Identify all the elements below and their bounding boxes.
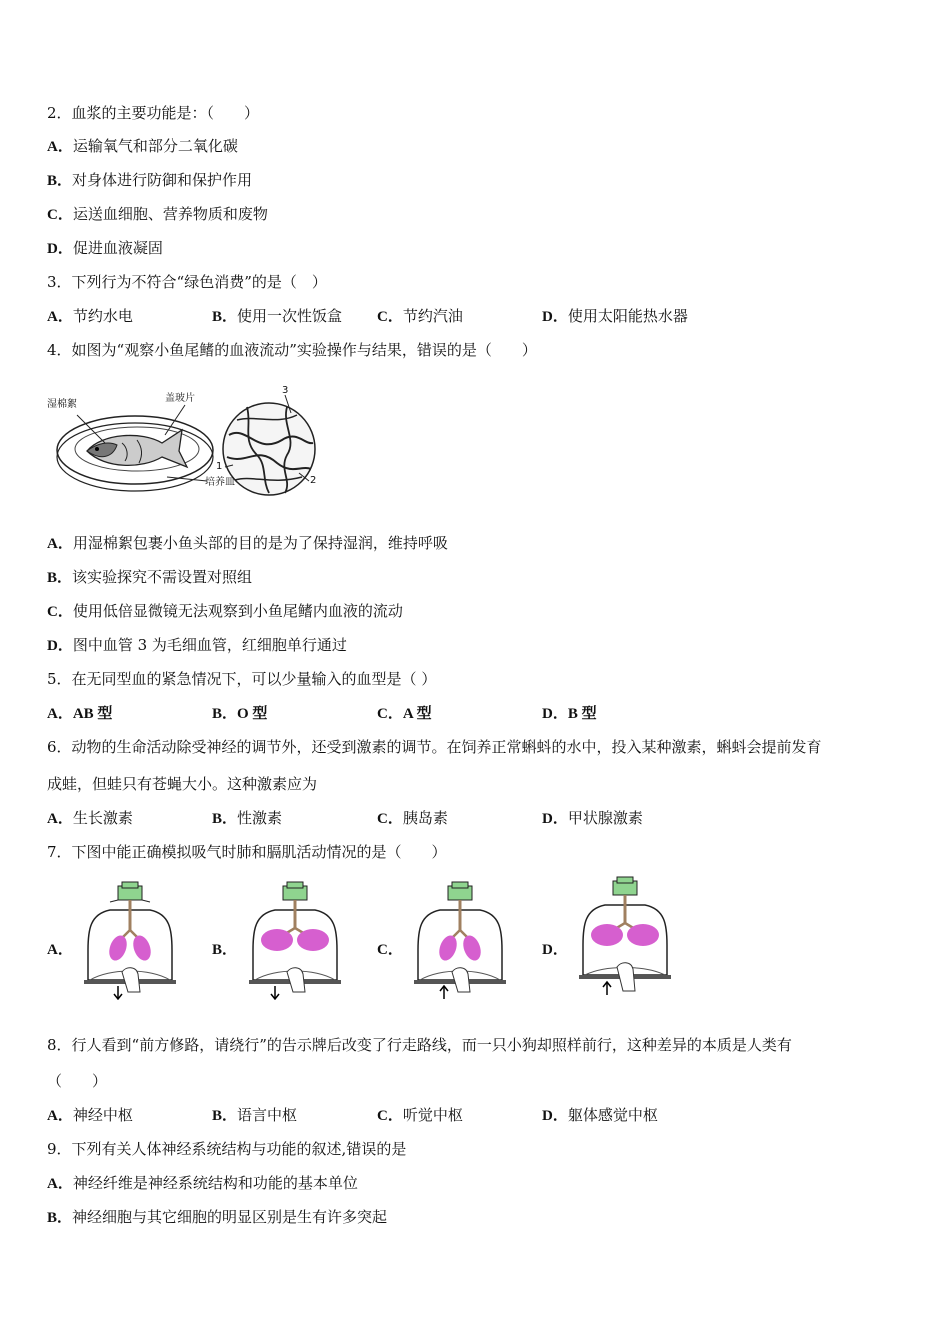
option-text: 语言中枢 [237, 1106, 298, 1124]
option-label: B． [47, 1210, 73, 1226]
option-label: A． [47, 1108, 73, 1124]
q7-option-d-label: D． [542, 942, 568, 958]
dish-label: 培养皿 [205, 477, 235, 488]
q8-option-a [47, 1105, 133, 1126]
option-text: 运输氧气和部分二氧化碳 [72, 137, 238, 155]
option-label: D． [47, 241, 73, 257]
option-text: 神经纤维是神经系统结构和功能的基本单位 [72, 1174, 358, 1192]
q6-option-b [212, 808, 282, 829]
option-text: 运送血细胞、营养物质和废物 [72, 205, 268, 223]
option-label: A． [47, 139, 73, 155]
option-text: 节约汽油 [402, 307, 463, 325]
option-text: 对身体进行防御和保护作用 [72, 171, 253, 189]
q4-option-d [47, 635, 347, 656]
q5-option-a [47, 703, 112, 724]
q9-stem: 9．下列有关人体神经系统结构与功能的叙述,错误的是 [47, 1140, 407, 1158]
q7-option-a-label: A． [47, 942, 73, 958]
q5-option-b [212, 703, 267, 724]
bell-jar-diagram-c [410, 880, 510, 1000]
q4-option-a [47, 533, 448, 554]
q5-option-d [542, 703, 597, 724]
option-text: 胰岛素 [402, 809, 448, 827]
cotton-label: 湿棉絮 [47, 399, 77, 410]
q8-stem-line1: 8．行人看到“前方修路，请绕行”的告示牌后改变了行走路线，而一只小狗却照样前行，这种差异的本质是人类有 [47, 1036, 792, 1054]
q3-stem: 3．下列行为不符合“绿色消费”的是（ ） [47, 273, 327, 291]
q8-option-d [542, 1105, 658, 1126]
q4-option-b [47, 567, 252, 588]
option-label: C． [47, 207, 73, 223]
q5-stem: 5．在无同型血的紧急情况下，可以少量输入的血型是（ ） [47, 670, 437, 688]
option-label: C． [377, 811, 403, 827]
option-label: B． [212, 811, 238, 827]
q7-option-b-label: B． [212, 942, 238, 958]
bell-jar-diagram-b [245, 880, 345, 1000]
option-text: AB 型 [72, 706, 113, 722]
option-text: 用湿棉絮包裹小鱼头部的目的是为了保持湿润，维持呼吸 [72, 534, 448, 552]
bell-jar-diagram-a [80, 880, 180, 1000]
slide-label: 盖玻片 [165, 393, 195, 404]
option-label: C． [377, 706, 403, 722]
q6-stem-line2: 成蛙，但蛙只有苍蝇大小。这种激素应为 [47, 775, 318, 793]
q6-option-a [47, 808, 133, 829]
option-text: 促进血液凝固 [72, 239, 163, 257]
vessel-1-label: 1 [216, 461, 223, 472]
q2-option-d [47, 238, 163, 259]
option-text: A 型 [402, 706, 432, 722]
vessel-2-label: 2 [310, 475, 317, 486]
option-text: 甲状腺激素 [567, 809, 643, 827]
option-text: 生长激素 [72, 809, 133, 827]
option-text: 使用一次性饭盒 [237, 307, 343, 325]
option-label: D． [542, 309, 568, 325]
q2-option-a [47, 136, 238, 157]
bell-jar-diagram-d [575, 875, 675, 1000]
option-text: O 型 [237, 706, 268, 722]
q3-option-d [542, 306, 688, 327]
q4-figure [47, 385, 327, 500]
option-label: D． [47, 638, 73, 654]
option-text: B 型 [567, 706, 597, 722]
option-label: C． [377, 309, 403, 325]
q8-option-b [212, 1105, 297, 1126]
option-label: A． [47, 309, 73, 325]
option-text: 神经细胞与其它细胞的明显区别是生有许多突起 [72, 1208, 388, 1226]
q4-stem: 4．如图为“观察小鱼尾鳍的血液流动”实验操作与结果，错误的是（ ） [47, 341, 537, 359]
option-label: B． [212, 1108, 238, 1124]
option-text: 使用低倍显微镜无法观察到小鱼尾鳍内血液的流动 [72, 602, 403, 620]
q4-option-c [47, 601, 403, 622]
q7-stem: 7．下图中能正确模拟吸气时肺和膈肌活动情况的是（ ） [47, 843, 447, 861]
q3-option-b [212, 306, 342, 327]
q5-option-c [377, 703, 432, 724]
q9-option-b [47, 1207, 387, 1228]
option-label: A． [47, 706, 73, 722]
option-label: B． [212, 309, 238, 325]
option-text: 节约水电 [72, 307, 133, 325]
vessel-3-label: 3 [282, 385, 289, 396]
option-label: C． [47, 604, 73, 620]
option-text: 神经中枢 [72, 1106, 133, 1124]
q3-option-c [377, 306, 463, 327]
q3-option-a [47, 306, 133, 327]
option-label: B． [212, 706, 238, 722]
q6-option-c [377, 808, 448, 829]
q2-option-b [47, 170, 252, 191]
q6-stem-line1: 6．动物的生命活动除受神经的调节外，还受到激素的调节。在饲养正常蝌蚪的水中，投入某种激素，蝌蚪会提前发育 [47, 738, 822, 756]
option-text: 该实验探究不需设置对照组 [72, 568, 253, 586]
q2-stem: 2．血浆的主要功能是：（ ） [47, 104, 260, 122]
q8-option-c [377, 1105, 463, 1126]
option-text: 图中血管 3 为毛细血管，红细胞单行通过 [72, 636, 347, 654]
option-label: A． [47, 536, 73, 552]
option-label: C． [377, 1108, 403, 1124]
option-label: D． [542, 811, 568, 827]
option-label: B． [47, 570, 73, 586]
option-label: D． [542, 1108, 568, 1124]
option-text: 性激素 [237, 809, 283, 827]
option-label: B． [47, 173, 73, 189]
option-text: 躯体感觉中枢 [567, 1106, 658, 1124]
q9-option-a [47, 1173, 358, 1194]
option-label: D． [542, 706, 568, 722]
option-text: 使用太阳能热水器 [567, 307, 688, 325]
q8-stem-line2: （ ） [47, 1072, 108, 1090]
q7-option-c-label: C． [377, 942, 403, 958]
option-label: A． [47, 1176, 73, 1192]
option-text: 听觉中枢 [402, 1106, 463, 1124]
q6-option-d [542, 808, 643, 829]
q2-option-c [47, 204, 268, 225]
option-label: A． [47, 811, 73, 827]
